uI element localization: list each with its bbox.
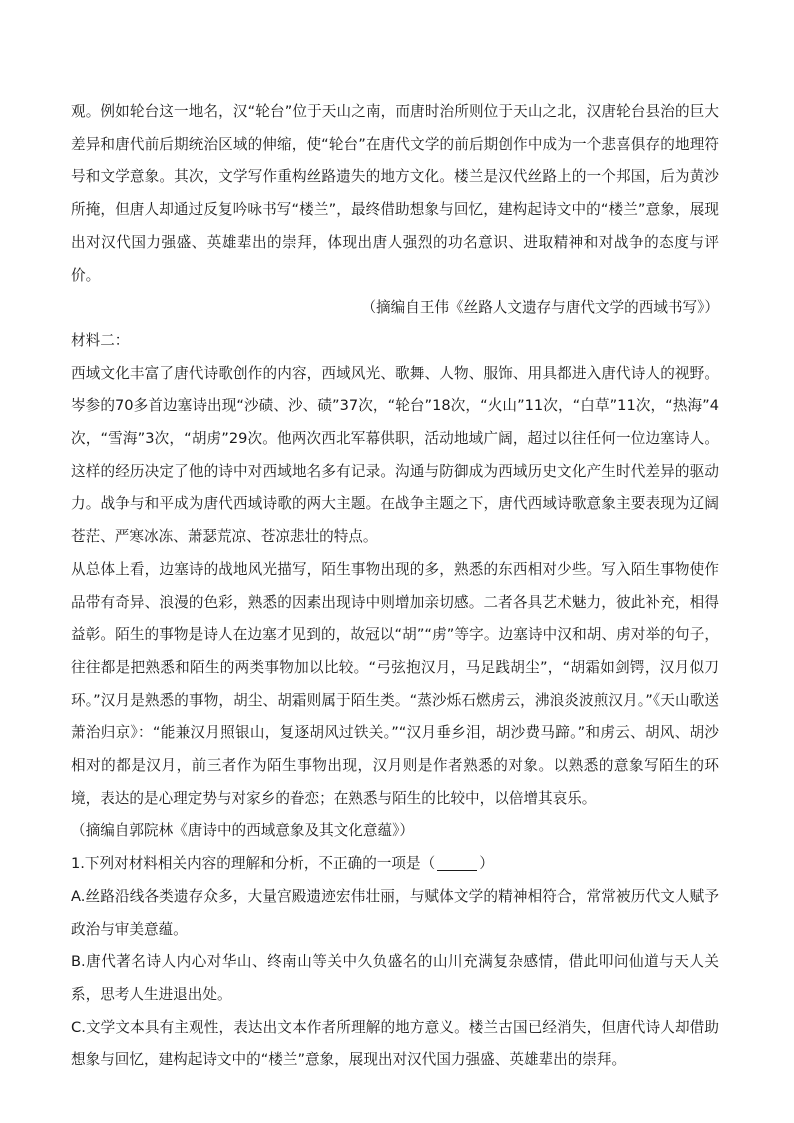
material1-tail-paragraph: 观。例如轮台这一地名，汉“轮台”位于天山之南，而唐时治所则位于天山之北，汉唐轮台县治的巨大差异和唐代前后期统治区域的伸缩，使“轮台”在唐代文学的前后期创作中成为一个悲喜俱存的地理符号和文学意象。其次，文学写作重构丝路遗失的地方文化。楼兰是汉代丝路上的一个邦国，后为黄沙所掩，但唐人却通过反复吟咏书写“楼兰”，最终借助想象与回忆，建构起诗文中的“楼兰”意象，展现出对汉代国力强盛、英雄辈出的崇拜，体现出唐人强烈的功名意识、进取精神和对战争的态度与评价。 (71, 103, 719, 284)
source-citation-2: （摘编自郭院林《唐诗中的西域意象及其文化意蕴》） (71, 822, 414, 840)
source-citation-1: （摘编自王伟《丝路人文遗存与唐代文学的西域书写》） (361, 299, 719, 317)
material2-paragraph-1: 西域文化丰富了唐代诗歌创作的内容，西域风光、歌舞、人物、服饰、用具都进入唐代诗人的视野。岑参的70多首边塞诗出现“沙碛、沙、碛”37次，“轮台”18次，“火山”11次，“白草”11次，“热海”4次，“雪海”3次，“胡虏”29次。他两次西北军幕供职，活动地域广阔，超过以往任何一位边塞诗人。这样的经历决定了他的诗中对西域地名多有记录。沟通与防御成为西域历史文化产生时代差异的驱动力。战争与和平成为唐代西域诗歌的两大主题。在战争主题之下，唐代西域诗歌意象主要表现为辽阔苍茫、严寒冰冻、萧瑟荒凉、苍凉悲壮的特点。 (71, 364, 719, 546)
question-stem-close: ） (479, 855, 494, 873)
document-page (71, 96, 719, 1077)
option-a: A.丝路沿线各类遗存众多，大量宫殿遗迹宏伟壮丽，与赋体文学的精神相符合，常常被历代文人赋予政治与审美意蕴。 (71, 887, 719, 938)
question-stem-text: 1.下列对材料相关内容的理解和分析，不正确的一项是（ (71, 855, 436, 873)
option-c: C.文学文本具有主观性，表达出文本作者所理解的地方意义。楼兰古国已经消失，但唐代诗人却借助想象与回忆，建构起诗文中的“楼兰”意象，展现出对汉代国力强盛、英雄辈出的崇拜。 (71, 1018, 719, 1069)
question-1-stem (71, 848, 719, 881)
option-b: B.唐代著名诗人内心对华山、终南山等关中久负盛名的山川充满复杂感情，借此叩问仙道与天人关系，思考人生进退出处。 (71, 953, 719, 1003)
material2-paragraph-2: 从总体上看，边塞诗的战地风光描写，陌生事物出现的多，熟悉的东西相对少些。写入陌生事物使作品带有奇异、浪漫的色彩，熟悉的因素出现诗中则增加亲切感。二者各具艺术魅力，彼此补充，相得益彰。陌生的事物是诗人在边塞才见到的，故冠以“胡”“虏”等字。边塞诗中汉和胡、虏对举的句子，往往都是把熟悉和陌生的两类事物加以比较。“弓弦抱汉月，马足践胡尘”，“胡霜如剑锷，汉月似刀环。”汉月是熟悉的事物，胡尘、胡霜则属于陌生类。“蒸沙烁石燃虏云，沸浪炎波煎汉月。”《天山歌送萧治归京》：“能兼汉月照银山，复逐胡风过铁关。”“汉月垂乡泪，胡沙费马蹄。”和虏云、胡风、胡沙相对的都是汉月，前三者作为陌生事物出现，汉月则是作者熟悉的对象。以熟悉的意象写陌生的环境，表达的是心理定势与对家乡的眷恋；在熟悉与陌生的比较中，以倍增其哀乐。 (71, 560, 719, 807)
answer-blank[interactable] (437, 856, 477, 871)
material2-heading: 材料二： (71, 331, 130, 349)
